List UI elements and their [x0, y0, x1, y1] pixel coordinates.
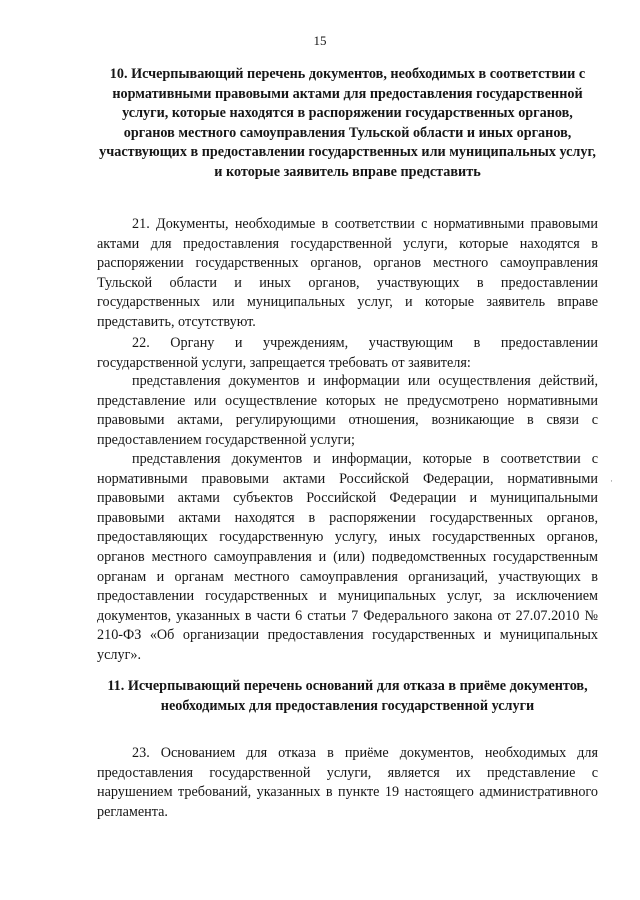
section-10-heading: 10. Исчерпывающий перечень документов, необходимых в соответствии с нормативными правовыми актами для предоставления государственной услуги, которые находятся в распоряжении государственных органов, органов местного самоуправления Тульской области и иных органов, участвующих в предоставлении государственных или муниципальных услуг, и которые заявитель вправе представить — [99, 66, 596, 180]
paragraph-22-item-1: представления документов и информации или осуществления действий, представление или осуществление которых не предусмотрено нормативными правовыми актами, регулирующими отношения, возникающие в связи с предоставлением государственной услуги; — [97, 373, 598, 448]
scan-mark: · — [610, 476, 613, 486]
page-number: 15 — [313, 33, 327, 48]
paragraph-21: 21. Документы, необходимые в соответствии с нормативными правовыми актами для предоставления государственной услуги, которые находятся в распоряжении государственных органов, органов местного самоуправления Тульской области и иных органов, участвующих в предоставлении государственных или муниципальных услуг, и которые заявитель вправе представить, отсутствуют. — [97, 216, 598, 330]
section-11-heading: 11. Исчерпывающий перечень оснований для отказа в приёме документов, необходимых для предоставления государственной услуги — [107, 678, 588, 714]
paragraph-22-item-2: представления документов и информации, которые в соответствии с нормативными правовыми актами Российской Федерации, нормативными правовыми актами субъектов Российской Федерации и муниципальными правовыми актами находятся в распоряжении государственных органов, предоставляющих государственную услугу, иных государственных органов, органов местного самоуправления и (или) подведомственных государственным органам и органам местного самоуправления организаций, участвующих в предоставлении государственных и муниципальных услуг, за исключением документов, указанных в части 6 статьи 7 Федерального закона от 27.07.2010 № 210-ФЗ «Об организации предоставления государственных и муниципальных услуг». — [97, 451, 598, 663]
paragraph-22: 22. Органу и учреждениям, участвующим в предоставлении государственной услуги, запрещается требовать от заявителя: — [97, 335, 598, 371]
paragraph-23: 23. Основанием для отказа в приёме документов, необходимых для предоставления государственной услуги, является их представление с нарушением требований, указанных в пункте 19 настоящего административного регламента. — [97, 745, 598, 820]
